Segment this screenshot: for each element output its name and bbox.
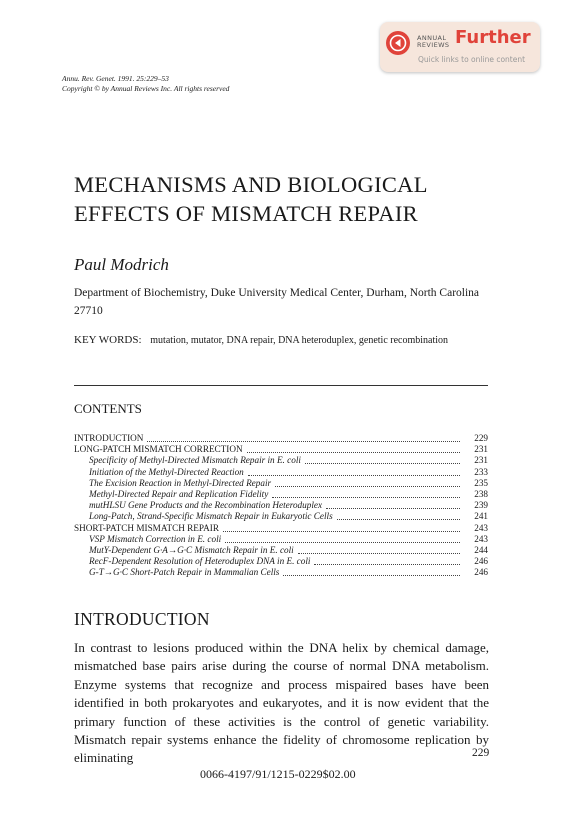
toc-entry-label: Long-Patch, Strand-Specific Mismatch Repair in Eukaryotic Cells: [89, 511, 333, 522]
badge-line1: ANNUAL: [417, 34, 447, 42]
toc-entry[interactable]: [74, 534, 488, 545]
toc-leader-dots: [305, 455, 460, 464]
toc-entry-page: 231: [474, 444, 488, 455]
paper-title: [74, 170, 428, 228]
toc-entry[interactable]: [74, 444, 488, 455]
toc-leader-dots: [326, 500, 460, 509]
toc-entry-page: 229: [474, 433, 488, 443]
toc-entry-label: The Excision Reaction in Methyl-Directed Repair: [89, 477, 272, 488]
toc-entry[interactable]: [74, 433, 488, 444]
badge-subtitle: Quick links to online content: [418, 55, 526, 64]
toc-entry-page: 239: [474, 500, 488, 511]
page-number: 229: [472, 747, 490, 759]
keywords: [74, 334, 448, 346]
toc-entry-label: Methyl-Directed Repair and Replication Fidelity: [89, 488, 269, 499]
toc-entry-page: 238: [474, 488, 488, 499]
toc-entry[interactable]: [74, 467, 488, 478]
title-line-1: MECHANISMS AND BIOLOGICAL: [74, 172, 428, 197]
toc-entry[interactable]: [74, 556, 488, 567]
section-heading: INTRODUCTION: [74, 609, 210, 629]
keywords-values: mutation, mutator, DNA repair, DNA heteroduplex, genetic recombination: [150, 335, 449, 346]
toc-entry-label: Specificity of Methyl-Directed Mismatch Repair in E. coli: [89, 455, 301, 466]
body-paragraph: In contrast to lesions produced within the DNA helix by chemical damage, mismatched base pairs arise during the course of normal DNA metabolism. Enzyme systems that recognize and process mispaired bases have been identified in both prokaryotes and eukaryotes, and it is now evident that the primary function of these activities is the control of genetic variability. Mismatch repair systems enhance the fidelity of chromosome replication by eliminating: [74, 640, 489, 766]
toc-leader-dots: [275, 478, 460, 487]
toc-leader-dots: [298, 545, 460, 554]
toc-entry-page: 246: [474, 556, 488, 567]
toc-leader-dots: [337, 511, 460, 520]
author: Paul Modrich: [74, 255, 169, 274]
toc-entry[interactable]: [74, 478, 488, 489]
toc-leader-dots: [247, 444, 460, 453]
toc-entry[interactable]: [74, 511, 488, 522]
divider: [74, 385, 488, 386]
toc-entry-label: Initiation of the Methyl-Directed Reaction: [89, 466, 244, 477]
toc-entry[interactable]: [74, 545, 488, 556]
toc-entry-page: 244: [474, 544, 488, 555]
table-of-contents: [74, 433, 488, 578]
arrow-left-icon: [386, 31, 410, 55]
badge-brand: Further: [455, 27, 531, 48]
toc-entry-label: LONG-PATCH MISMATCH CORRECTION: [74, 444, 243, 455]
toc-entry-label: MutY-Dependent G·A→G·C Mismatch Repair in E. coli: [89, 544, 294, 555]
keywords-label: KEY WORDS:: [74, 334, 142, 346]
affiliation: Department of Biochemistry, Duke University Medical Center, Durham, North Carolina 27710: [74, 287, 480, 317]
toc-entry-page: 241: [474, 511, 488, 522]
toc-entry-label: RecF-Dependent Resolution of Heteroduplex DNA in E. coli: [89, 556, 311, 567]
contents-heading: CONTENTS: [74, 401, 142, 416]
toc-entry[interactable]: [74, 455, 488, 466]
toc-entry[interactable]: [74, 523, 488, 534]
annual-reviews-further-badge[interactable]: [380, 22, 540, 72]
toc-entry-label: SHORT-PATCH MISMATCH REPAIR: [74, 522, 219, 533]
toc-leader-dots: [223, 523, 460, 532]
toc-leader-dots: [147, 433, 460, 442]
toc-entry-label: INTRODUCTION: [74, 433, 144, 443]
toc-entry[interactable]: [74, 489, 488, 500]
toc-leader-dots: [248, 467, 460, 476]
toc-entry[interactable]: [74, 567, 488, 578]
citation-journal: Annu. Rev. Genet. 1991. 25:229–53: [62, 74, 169, 83]
citation-copyright: Copyright © by Annual Reviews Inc. All rights reserved: [62, 84, 230, 93]
toc-entry-page: 243: [474, 522, 488, 533]
toc-entry[interactable]: [74, 500, 488, 511]
toc-entry-page: 235: [474, 477, 488, 488]
toc-entry-label: mutHLSU Gene Products and the Recombination Heteroduplex: [89, 500, 323, 511]
toc-entry-label: G-T→G·C Short-Patch Repair in Mammalian Cells: [89, 567, 280, 578]
toc-leader-dots: [225, 534, 460, 543]
footer-code: 0066-4197/91/1215-0229$02.00: [200, 767, 356, 781]
title-line-2: EFFECTS OF MISMATCH REPAIR: [74, 201, 418, 226]
toc-entry-label: VSP Mismatch Correction in E. coli: [89, 533, 222, 544]
badge-line2: REVIEWS: [417, 41, 450, 49]
toc-entry-page: 231: [474, 455, 488, 466]
toc-entry-page: 233: [474, 466, 488, 477]
citation: [62, 74, 229, 94]
toc-leader-dots: [283, 567, 460, 576]
toc-leader-dots: [314, 556, 460, 565]
toc-entry-page: 246: [474, 567, 488, 578]
toc-entry-page: 243: [474, 533, 488, 544]
toc-leader-dots: [272, 489, 460, 498]
